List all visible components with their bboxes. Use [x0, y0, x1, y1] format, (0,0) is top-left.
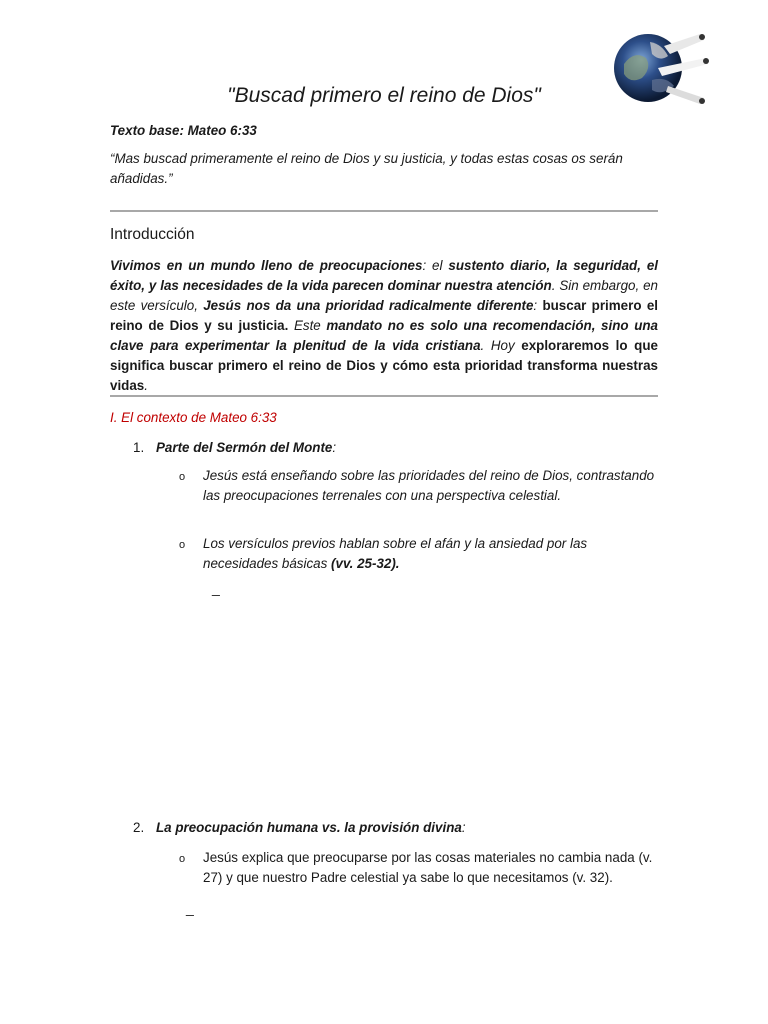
intro-segment: Jesús nos da una prioridad radicalmente diferente	[203, 298, 534, 313]
section-heading: I. El contexto de Mateo 6:33	[110, 410, 277, 425]
bullet-text-body: Los versículos previos hablan sobre el afán y la ansiedad por las necesidades básicas	[203, 536, 588, 571]
page-title: "Buscad primero el reino de Dios"	[227, 84, 541, 107]
divider	[110, 210, 658, 212]
list-item-label: La preocupación humana vs. la provisión divina	[156, 820, 462, 835]
dash-mark: _	[212, 580, 220, 596]
intro-segment: . Sin embargo, en este versículo,	[110, 278, 658, 313]
intro-segment: Vivimos en un mundo lleno de preocupaciones	[110, 258, 423, 273]
intro-segment: .	[144, 378, 148, 393]
list-item-heading	[156, 818, 656, 838]
intro-segment: :	[533, 298, 543, 313]
verse-quote: “Mas buscad primeramente el reino de Dios y su justicia, y todas estas cosas os serán añadidas.”	[110, 151, 623, 186]
list-item-suffix: :	[461, 820, 466, 835]
intro-segment: : el	[422, 258, 449, 273]
intro-heading: Introducción	[110, 226, 195, 243]
intro-paragraph	[110, 256, 658, 396]
list-item-suffix: :	[332, 440, 337, 455]
bullet-icon: o	[179, 471, 186, 483]
list-number: 1.	[133, 440, 145, 455]
intro-segment: . Hoy	[480, 338, 522, 353]
divider	[110, 395, 658, 397]
bullet-text: Jesús explica que preocuparse por las cosas materiales no cambia nada (v. 27) y que nuestro Padre celestial ya sabe lo que necesitamos (v. 32).	[203, 850, 653, 885]
bullet-icon: o	[179, 539, 186, 551]
list-item-label: Parte del Sermón del Monte	[156, 440, 333, 455]
intro-segment: exploraremos lo que significa buscar primero el reino de Dios y cómo esta prioridad transforma nuestras vidas	[110, 338, 658, 393]
intro-segment: mandato no es solo una recomendación, sino una clave para experimentar la plenitud de la vida cristiana	[110, 318, 658, 353]
bullet-text: Jesús está enseñando sobre las prioridades del reino de Dios, contrastando las preocupaciones terrenales con una perspectiva celestial.	[203, 468, 655, 503]
list-number: 2.	[133, 820, 145, 835]
dash-mark: _	[186, 900, 194, 916]
bullet-text	[203, 534, 658, 574]
intro-segment: sustento diario, la seguridad, el éxito, y las necesidades de la vida parecen dominar nuestra atención	[110, 258, 659, 293]
list-item-heading	[156, 438, 656, 458]
verse-reference: (vv. 25-32).	[331, 556, 400, 571]
base-text-label: Texto base: Mateo 6:33	[110, 123, 257, 138]
intro-segment: Este	[288, 318, 327, 333]
intro-segment: buscar primero el reino de Dios y su justicia.	[110, 298, 658, 333]
bullet-icon: o	[179, 853, 186, 865]
